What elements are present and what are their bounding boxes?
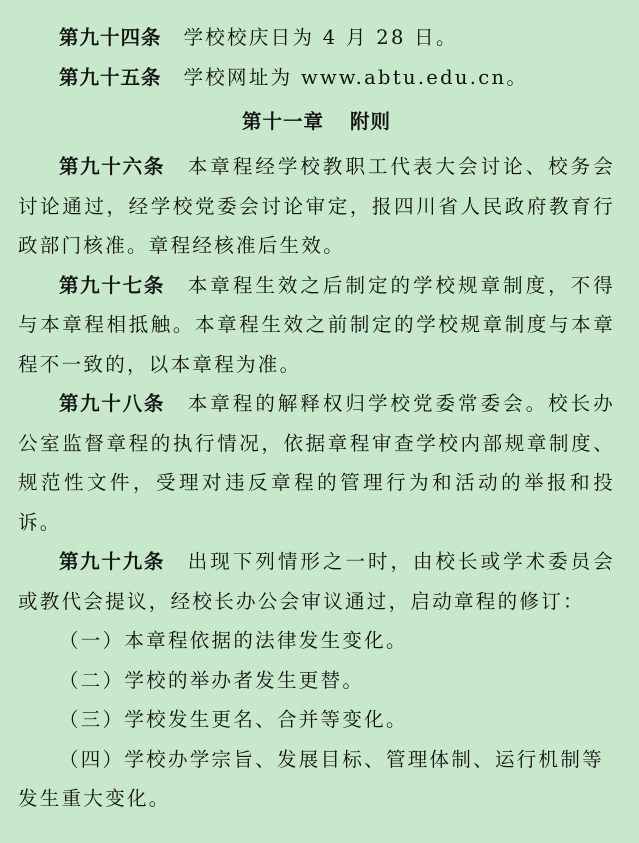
article-number: 第九十四条	[58, 26, 162, 49]
article-number: 第九十九条	[58, 550, 166, 573]
list-item: （三）学校发生更名、合并等变化。	[58, 708, 408, 731]
article-98	[18, 384, 615, 542]
list-item: （四）学校办学宗旨、发展目标、管理体制、运行机制等发生重大变化。	[18, 747, 604, 810]
chapter-number: 第十一章	[241, 110, 324, 133]
article-text: 本章程经学校教职工代表大会讨论、校务会讨论通过，经学校党委会讨论审定，报四川省人民政府教育行政部门核准。章程经核准后生效。	[18, 155, 615, 257]
list-item: （二）学校的举办者发生更替。	[58, 668, 365, 692]
article-text: 学校网址为 www.abtu.edu.cn。	[183, 65, 529, 89]
article-text: 本章程的解释权归学校党委常委会。校长办公室监督章程的执行情况，依据章程审查学校内部规章制度、规范性文件，受理对违反章程的管理行为和活动的举报和投诉。	[18, 392, 615, 534]
article-number: 第九十八条	[58, 392, 166, 415]
article-97	[18, 266, 615, 385]
article-94	[18, 18, 615, 58]
article-96	[18, 147, 615, 266]
article-number: 第九十七条	[58, 273, 166, 297]
article-text: 学校校庆日为 4 月 28 日。	[183, 26, 458, 49]
list-item: （一）本章程依据的法律发生变化。	[58, 629, 408, 652]
article-number: 第九十六条	[58, 155, 166, 178]
article-text: 出现下列情形之一时，由校长或学术委员会或教代会提议，经校长办公会审议通过，启动章程的修订：	[18, 550, 615, 613]
chapter-heading	[18, 97, 615, 147]
article-number: 第九十五条	[58, 65, 162, 89]
article-99	[18, 542, 615, 621]
article-95	[18, 58, 615, 98]
chapter-title: 附则	[350, 110, 392, 133]
article-text: 本章程生效之后制定的学校规章制度，不得与本章程相抵触。本章程生效之前制定的学校规章制度与本章程不一致的，以本章程为准。	[18, 273, 615, 376]
